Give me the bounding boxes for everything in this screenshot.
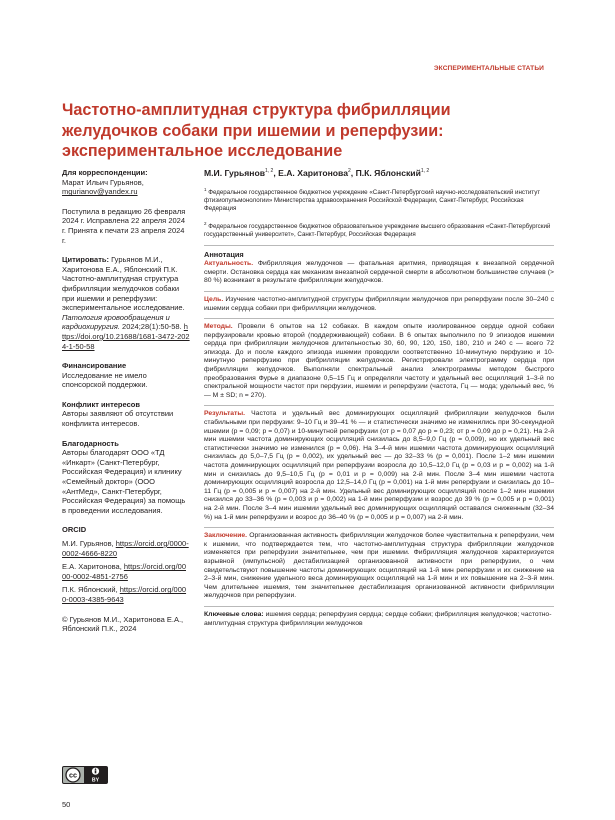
funding-text: Исследование не имело спонсорской поддержки. [62,370,148,390]
relevance-label: Актуальность. [204,260,254,268]
author-affiliation-sup: 1, 2 [420,168,430,175]
abstract-results [204,410,554,522]
orcid-block [62,525,190,604]
orcid-link[interactable]: https://orcid.org/0000-0002-4851-2756 [62,562,186,581]
copyright-block [62,615,190,634]
affiliation-text: Федеральное государственное бюджетное учреждение «Санкт-Петербургский научно-исследовательский институт фтизиопульмонологии» Министерства здравоохранения Российской Федерации, Санкт-Петербург, Российская Федерация [204,189,541,213]
keywords-label: Ключевые слова: [204,610,264,618]
correspondence-label: Для корреспонденции: [62,168,148,177]
main-column [204,168,554,628]
received-block [62,207,190,245]
left-sidebar [62,168,190,644]
cc-by-license-icon[interactable] [62,766,108,784]
author-affiliation-sup: 1, 2 [264,168,274,175]
author-name: Е.А. Харитонова [278,168,348,178]
affiliation-text: Федеральное государственное бюджетное образовательное учреждение высшего образования «Санкт-Петербургский государственный университет», Санкт-Петербург, Российская Федерация [204,222,551,238]
divider [204,291,554,292]
conflict-label: Конфликт интересов [62,399,140,409]
divider [204,606,554,607]
affiliation-2 [204,220,554,239]
author-name: П.К. Яблонский [355,168,421,178]
affiliation-number: 2 [204,220,207,226]
by-text: BY [91,777,100,784]
thanks-block [62,439,190,516]
thanks-text: Авторы благодарят ООО «ТД «Инкарт» (Санкт-Петербург, Российская Федерация) и клинику «Семейный доктор» (ООО «АнтМед», Санкт-Петербург, Российская Федерация) за помощь в проведении исследования. [62,448,186,515]
results-text: Частота и удельный вес доминирующих осцилляций фибрилляции желудочков были стабильными при перфузии: 9–10 Гц и 39–41 % — и статистически значимо не изменились при 30-секундной ишемии (p = 0,09; p = 0,07) и 10-минутной реперфузии (от p = 0,07 до p = 0,23; от p = 0,09 до p = 0,21). На 2-й мин ишемии частота доминирующих осцилляций снизилась до 8,5–9,0 Гц (p = 0,009), но их удельный вес статистически значимо не изменился (p = 0,06). На 3–4-й мин ишемии частота доминирующих осцилляций снизилась до 5,0–7,5 Гц (p = 0,002), их удельный вес — до 32–33 % (p = 0,001). После 1–2 мин ишемии частота доминирующих осцилляций при реперфузии возросла до 10,5–12,0 Гц (p = 0,03 и p = 0,002) на 1-й мин и снизилась до 9,5–10,5 Гц (p = 0,01 и p = 0,009) на 2-й мин. После 3–4 мин ишемии частота доминирующих осцилляций возросла до 12,5–14,0 Гц (p = 0,001) на 1-й мин реперфузии и снизилась до 10–11 Гц (p = 0,005 и p = 0,007) на 2-й мин. Удельный вес доминирующих осцилляций после 1–2 мин ишемии снизился до 33–36 % (p = 0,003 и p = 0,002) на 1-й мин реперфузии и возрос до 39 % (p = 0,005 и p = 0,001) на 2-й мин. После 3–4 мин ишемии удельный вес доминирующих осцилляций оставался сниженным (32–34 %) на 1-й мин реперфузии и возрос до 36–40 % (p = 0,005 и p = 0,007) на 2-й мин. [204,410,554,521]
cite-label: Цитировать: [62,255,109,265]
correspondence-name: Марат Ильич Гурьянов, [62,177,144,187]
conclusion-text: Организованная активность фибрилляции желудочков более чувствительна к реперфузии, чем к ишемии, что подтверждается тем, что частотно-амплитудная структура фибрилляции желудочков изменяется при реперфузии значительнее, чем при ишемии. Фибрилляция желудочков характеризуется взрывной (импульсной) дестабилизацией организованной активности при реперфузии, о чем свидетельствуют повышение частоты доминирующих осцилляций на 1-й мин реперфузии и их снижение на 2–3-й мин, снижение удельного веса доминирующих осцилляций на 1-й мин и их повышение на 2–3-й мин. Чем длительнее ишемия, тем значительнее дестабилизация организованной активности фибрилляции желудочков при реперфузии. [204,532,554,600]
affiliation-1 [204,186,554,214]
abstract-methods [204,323,554,400]
correspondence-block [62,168,190,197]
article-title: Частотно-амплитудная структура фибрилляции желудочков собаки при ишемии и реперфузии: экспериментальное исследование [62,101,451,160]
citation-block [62,255,190,351]
cite-journal: Патология кровообращения и кардиохирургия. [62,312,170,332]
abstract-aim [204,296,554,313]
cc-text: cc [69,770,77,780]
methods-label: Методы. [204,323,233,331]
cite-details: 2024;28(1):50-58. [122,322,182,332]
orcid-name: П.К. Яблонский, [62,585,118,595]
orcid-name: М.И. Гурьянов, [62,539,114,548]
author-affiliation-sup: 2 [348,168,351,175]
funding-block [62,361,190,390]
abstract-heading: Аннотация [204,250,244,260]
conflict-text: Авторы заявляют об отсутствии конфликта интересов. [62,409,174,429]
conflict-block [62,400,190,429]
abstract-conclusion [204,532,554,601]
abstract-relevance [204,260,554,286]
divider [204,245,554,246]
section-label: ЭКСПЕРИМЕНТАЛЬНЫЕ СТАТЬИ [433,65,544,72]
thanks-label: Благодарность [62,438,119,448]
copyright-text: © Гурьянов М.И., Харитонова Е.А., Яблонский П.К., 2024 [62,614,184,634]
divider [204,405,554,406]
affiliation-number: 1 [204,187,207,192]
divider [204,318,554,319]
cite-text: Гурьянов М.И., Харитонова Е.А., Яблонский П.К. Частотно-амплитудная структура фибрилляции желудочков собаки при ишемии и реперфузии: экспериментальное исследование. [62,255,185,313]
keywords-text: ишемия сердца; реперфузия сердца; сердце собаки; фибрилляция желудочков; частотно-амплитудная структура фибрилляции желудочков [204,610,552,627]
methods-text: Провели 6 опытов на 12 собаках. В каждом опыте изолированное сердце одной собаки перфузировали кровью второй (поддерживающей) собаки. В 6 опытах выполнило по 9 эпизодов ишемии сердца при фибрилляции желудочков длительностью 30, 60, 90, 120, 150, 180, 210 и 240 с — всего 72 эпизода. До и после каждого эпизода ишемии проводили соответственно 10-минутную перфузию и 10-минутную реперфузию при фибрилляции желудочков. Регистрировали электрограмму сердца при фибрилляции желудочков. Выполняли спектральный анализ электрограммы методом быстрого преобразования Фурье в диапазоне 0,5–15 Гц и определяли частоту и удельный вес осцилляций 1–3-й по спектральной мощности частот при перфузии, ишемии и реперфузии (частота, Гц — мода; удельный вес, % — M ± SD; n = 270). [204,323,555,399]
correspondence-email-link[interactable]: mgurianov@yandex.ru [62,187,138,197]
aim-label: Цель. [204,295,224,303]
page-number: 50 [62,800,71,809]
results-label: Результаты. [204,410,246,418]
orcid-name: Е.А. Харитонова, [62,562,122,572]
relevance-text: Фибрилляция желудочков — фатальная аритмия, приводящая к внезапной сердечной смерти. Остановка сердца как механизм внезапной сердечной смерти в абсолютном большинстве случаев (> 80 %) возникает в результате фибрилляции желудочков. [204,260,554,285]
cite-doi-link[interactable]: https://doi.org/10.21688/1681-3472-2024-1-50-58 [62,322,190,351]
authors-line: М.И. Гурьянов$^{1, 2}$, Е.А. Харитонова$^2$, П.К. Яблонский$^{1, 2}$ [204,168,430,178]
aim-text: Изучение частотно-амплитудной структуры фибрилляции желудочков при реперфузии после 30–240 с ишемии сердца собаки при фибрилляции желудочков. [204,295,554,312]
author-name: М.И. Гурьянов [204,168,265,178]
orcid-link[interactable]: https://orcid.org/0000-0003-4385-9643 [62,585,187,604]
received-dates: Поступила в редакцию 26 февраля 2024 г. Исправлена 22 апреля 2024 г. Принята к печати 23 апреля 2024 г. [62,206,186,245]
conclusion-label: Заключение. [204,532,248,540]
keywords [204,611,554,628]
orcid-label: ORCID [62,525,87,535]
funding-label: Финансирование [62,361,127,371]
orcid-link[interactable]: https://orcid.org/0000-0002-4666-8220 [62,539,189,558]
divider [204,527,554,528]
